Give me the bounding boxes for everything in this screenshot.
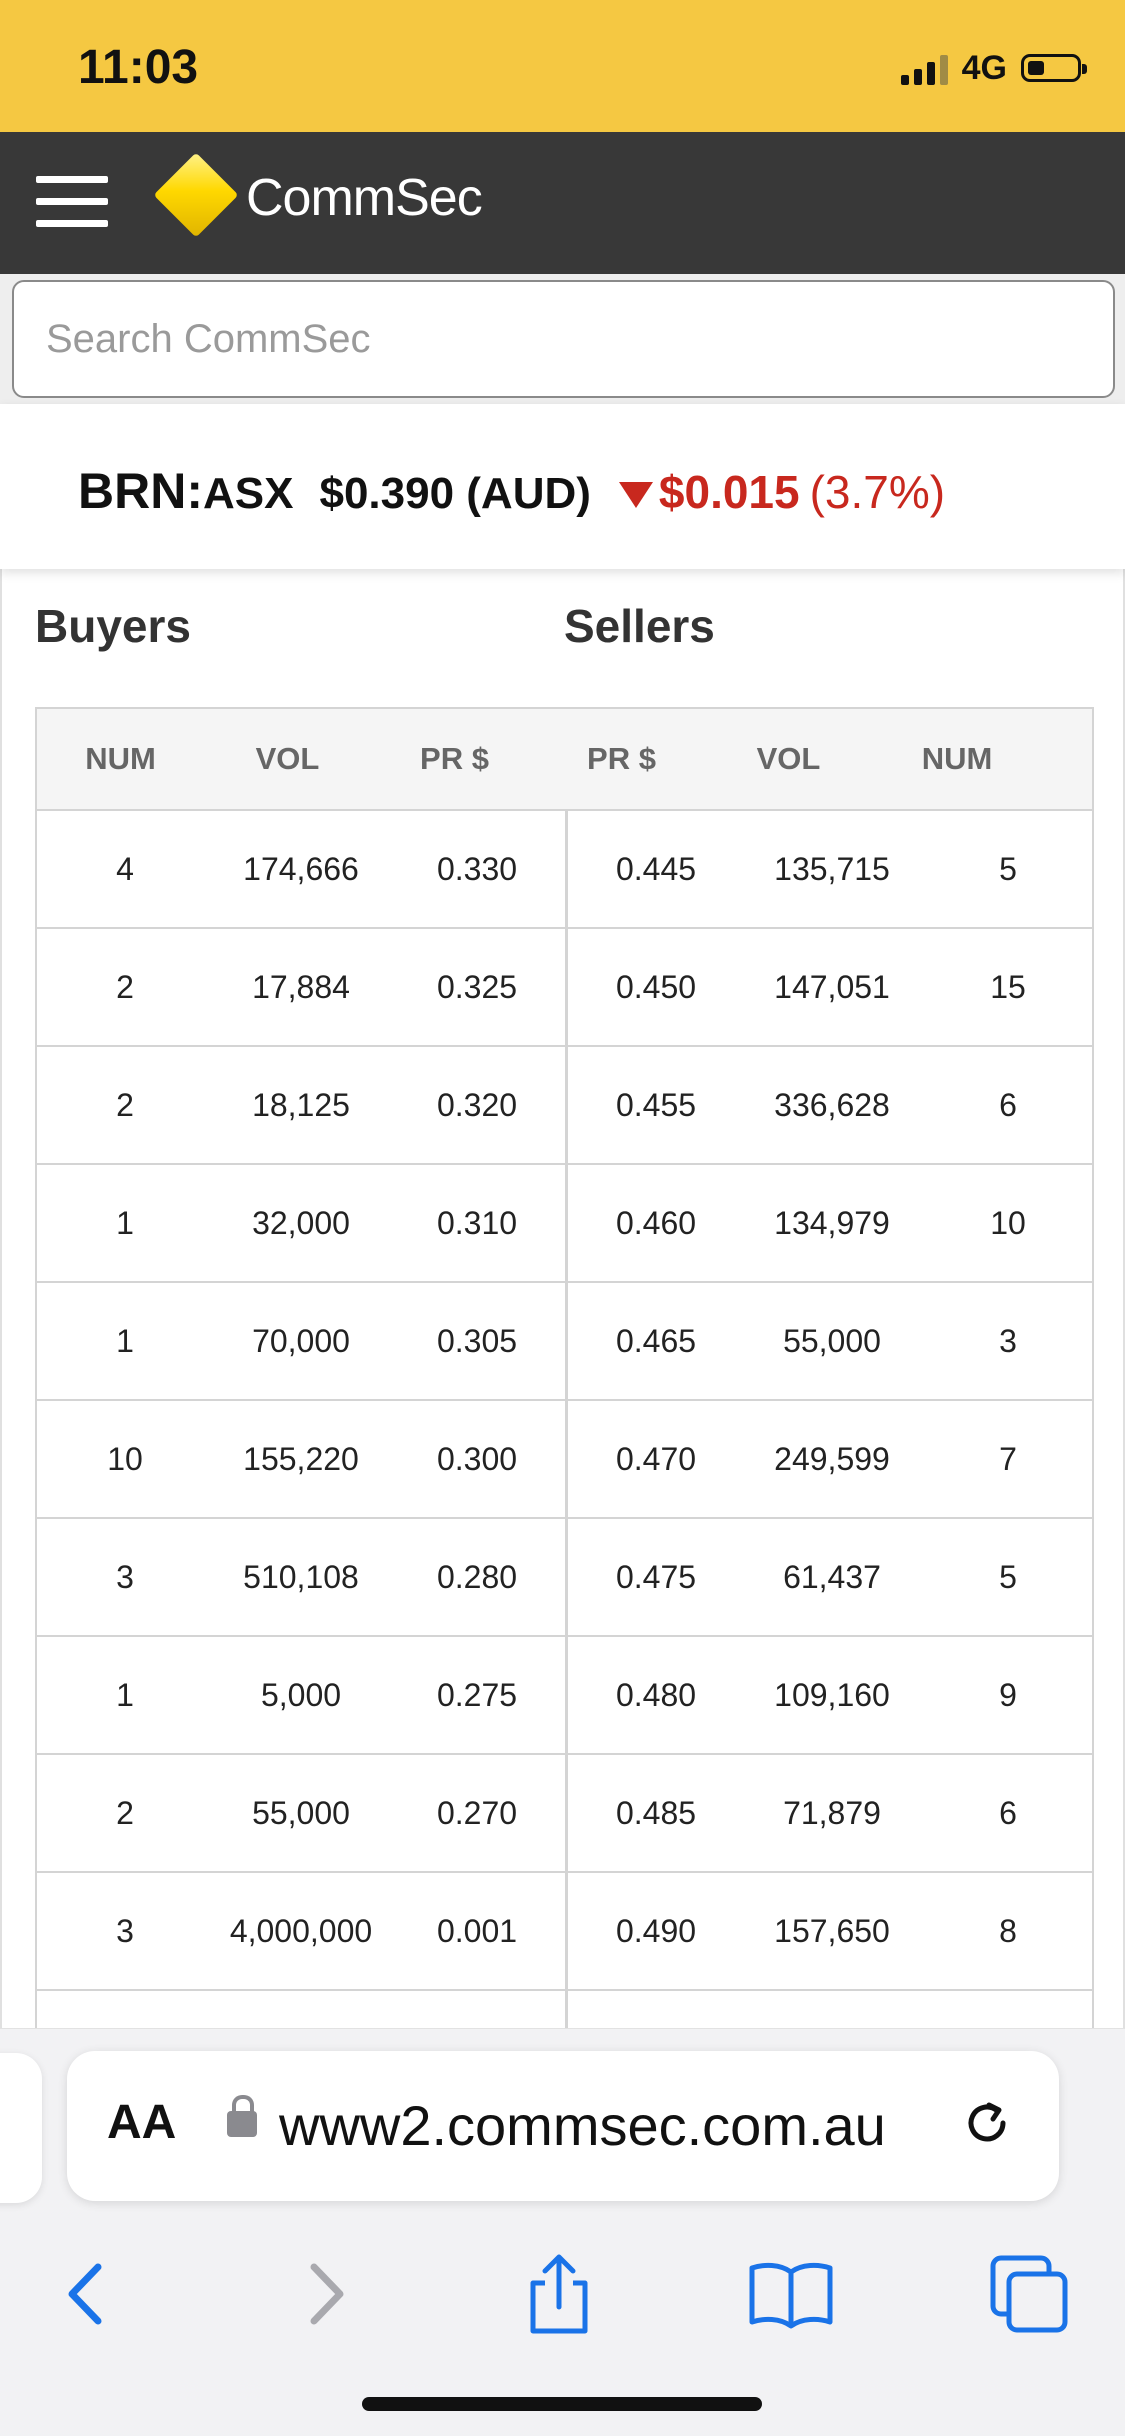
seller-vol (744, 2009, 920, 2029)
buyer-order (37, 1755, 568, 1871)
network-label: 4G (961, 48, 1007, 87)
buyer-vol: 18,125 (252, 1086, 350, 1123)
buyer-vol: 5,000 (260, 1676, 342, 1713)
table-row (37, 1637, 1092, 1755)
column-header: VOL (255, 741, 320, 776)
buyer-num: 3 (116, 1912, 134, 1949)
market-depth (0, 569, 1125, 2029)
buyer-order (37, 1637, 568, 1753)
buyer-num: 2 (116, 1794, 134, 1831)
stock-code: BRN (78, 463, 187, 519)
exchange-code: ASX (202, 469, 294, 518)
buyer-vol: 174,666 (243, 850, 359, 887)
brand-name[interactable]: CommSec (246, 169, 482, 227)
table-row (37, 1165, 1092, 1283)
price-change-percent: (3.7%) (809, 466, 946, 518)
down-triangle-icon (619, 482, 653, 508)
buyer-price: 0.270 (436, 1794, 518, 1831)
table-row (37, 1519, 1092, 1637)
seller-order (568, 1637, 1096, 1753)
seller-num: 6 (999, 1086, 1017, 1123)
search-bar (0, 274, 1125, 404)
buyer-price: 0.300 (436, 1440, 518, 1477)
seller-price: 0.445 (615, 850, 697, 887)
status-indicators (901, 48, 1081, 88)
seller-vol: 135,715 (774, 850, 890, 887)
seller-vol: 71,879 (783, 1794, 881, 1831)
seller-num: 10 (990, 1204, 1026, 1241)
seller-order (568, 1519, 1096, 1635)
sellers-title: Sellers (564, 600, 715, 652)
buyer-num: 1 (116, 1322, 134, 1359)
seller-num: 8 (999, 1912, 1017, 1949)
buyer-order (37, 1165, 568, 1281)
buyer-vol: 4,000,000 (229, 1912, 373, 1949)
seller-vol: 336,628 (774, 1086, 890, 1123)
buyer-vol: 510,108 (243, 1558, 359, 1595)
buyer-vol: 155,220 (243, 1440, 359, 1477)
buyer-price: 0.330 (436, 850, 518, 887)
signal-icon (901, 51, 948, 85)
quote-summary (78, 462, 945, 520)
tabs-icon[interactable] (984, 2249, 1074, 2339)
buyer-num: 4 (116, 850, 134, 887)
buyer-order (37, 1401, 568, 1517)
seller-order (568, 1401, 1096, 1517)
seller-num: 7 (999, 1440, 1017, 1477)
buyer-order (37, 1991, 568, 2029)
buyer-order (37, 811, 568, 927)
column-header: NUM (921, 741, 993, 776)
seller-vol: 55,000 (783, 1322, 881, 1359)
seller-vol: 61,437 (783, 1558, 881, 1595)
browser-nav (0, 2229, 1125, 2369)
seller-order (568, 1873, 1096, 1989)
seller-order (568, 1991, 1096, 2029)
column-header: PR $ (587, 741, 656, 776)
column-header: VOL (756, 741, 821, 776)
browser-toolbar (0, 2029, 1125, 2436)
status-time: 11:03 (78, 41, 199, 94)
previous-tab-preview[interactable] (0, 2053, 42, 2203)
table-row-partial (37, 1991, 1092, 2029)
buyer-num: 1 (116, 1676, 134, 1713)
url-text[interactable]: www2.commsec.com.au (279, 2094, 886, 2157)
lock-icon (227, 2111, 257, 2137)
buyer-num: 2 (116, 968, 134, 1005)
buyer-price: 0.310 (436, 1204, 518, 1241)
column-header: PR $ (420, 741, 489, 776)
search-input[interactable] (12, 280, 1115, 398)
buyer-price: 0.001 (436, 1912, 518, 1949)
buyer-price: 0.275 (436, 1676, 518, 1713)
battery-icon (1021, 54, 1081, 82)
buyer-price: 0.280 (436, 1558, 518, 1595)
buyer-order (37, 1519, 568, 1635)
buyer-vol: 17,884 (252, 968, 350, 1005)
share-icon[interactable] (514, 2249, 604, 2339)
buyer-order (37, 929, 568, 1045)
back-arrow-icon[interactable] (40, 2249, 130, 2339)
seller-num: 3 (999, 1322, 1017, 1359)
table-header (37, 709, 1092, 811)
table-body (37, 811, 1092, 2029)
buyer-num: 1 (116, 1204, 134, 1241)
seller-price: 0.455 (615, 1086, 697, 1123)
text-size-button[interactable]: AA (107, 2096, 177, 2149)
seller-price: 0.480 (615, 1676, 697, 1713)
seller-price: 0.490 (615, 1912, 697, 1949)
seller-order (568, 1283, 1096, 1399)
buyer-order (37, 1873, 568, 1989)
table-row (37, 929, 1092, 1047)
seller-num (920, 2009, 1096, 2029)
buyer-vol (213, 2009, 389, 2029)
quote-bar (0, 404, 1125, 569)
seller-vol: 249,599 (774, 1440, 890, 1477)
buyer-price (389, 2009, 565, 2029)
status-bar (0, 0, 1125, 132)
seller-price: 0.470 (615, 1440, 697, 1477)
buyer-price: 0.320 (436, 1086, 518, 1123)
table-row (37, 811, 1092, 929)
buyer-order (37, 1047, 568, 1163)
code-separator: : (186, 463, 203, 519)
seller-vol: 157,650 (774, 1912, 890, 1949)
seller-order (568, 1165, 1096, 1281)
buyer-num: 10 (107, 1440, 143, 1477)
home-indicator[interactable] (362, 2397, 762, 2411)
buyer-vol: 32,000 (252, 1204, 350, 1241)
menu-icon[interactable] (36, 172, 108, 232)
buyer-num: 2 (116, 1086, 134, 1123)
seller-price (568, 2009, 744, 2029)
seller-num: 5 (999, 1558, 1017, 1595)
seller-num: 6 (999, 1794, 1017, 1831)
seller-order (568, 1047, 1096, 1163)
reload-icon[interactable] (957, 2095, 1017, 2155)
seller-price: 0.465 (615, 1322, 697, 1359)
price-change: $0.015 (658, 466, 800, 518)
address-bar[interactable] (67, 2051, 1059, 2201)
table-row (37, 1401, 1092, 1519)
seller-price: 0.460 (615, 1204, 697, 1241)
seller-price: 0.485 (615, 1794, 697, 1831)
column-header: NUM (85, 741, 156, 776)
buyer-num: 3 (116, 1558, 134, 1595)
seller-order (568, 1755, 1096, 1871)
forward-arrow-icon[interactable] (282, 2249, 372, 2339)
seller-order (568, 811, 1096, 927)
table-row (37, 1283, 1092, 1401)
buyer-order (37, 1283, 568, 1399)
depth-table (35, 707, 1094, 2029)
seller-num: 15 (990, 968, 1026, 1005)
buyer-vol: 55,000 (252, 1794, 350, 1831)
seller-vol: 147,051 (774, 968, 890, 1005)
seller-num: 5 (999, 850, 1017, 887)
buyers-title: Buyers (35, 600, 191, 652)
seller-price: 0.475 (615, 1558, 697, 1595)
table-row (37, 1873, 1092, 1991)
seller-vol: 109,160 (774, 1676, 890, 1713)
bookmarks-icon[interactable] (746, 2249, 836, 2339)
seller-price: 0.450 (615, 968, 697, 1005)
table-row (37, 1755, 1092, 1873)
buyer-vol: 70,000 (252, 1322, 350, 1359)
buyer-price: 0.305 (436, 1322, 518, 1359)
last-price: $0.390 (AUD) (319, 469, 591, 518)
seller-order (568, 929, 1096, 1045)
seller-num: 9 (999, 1676, 1017, 1713)
buyer-price: 0.325 (436, 968, 518, 1005)
seller-vol: 134,979 (774, 1204, 890, 1241)
table-row (37, 1047, 1092, 1165)
buyer-num (37, 2009, 213, 2029)
